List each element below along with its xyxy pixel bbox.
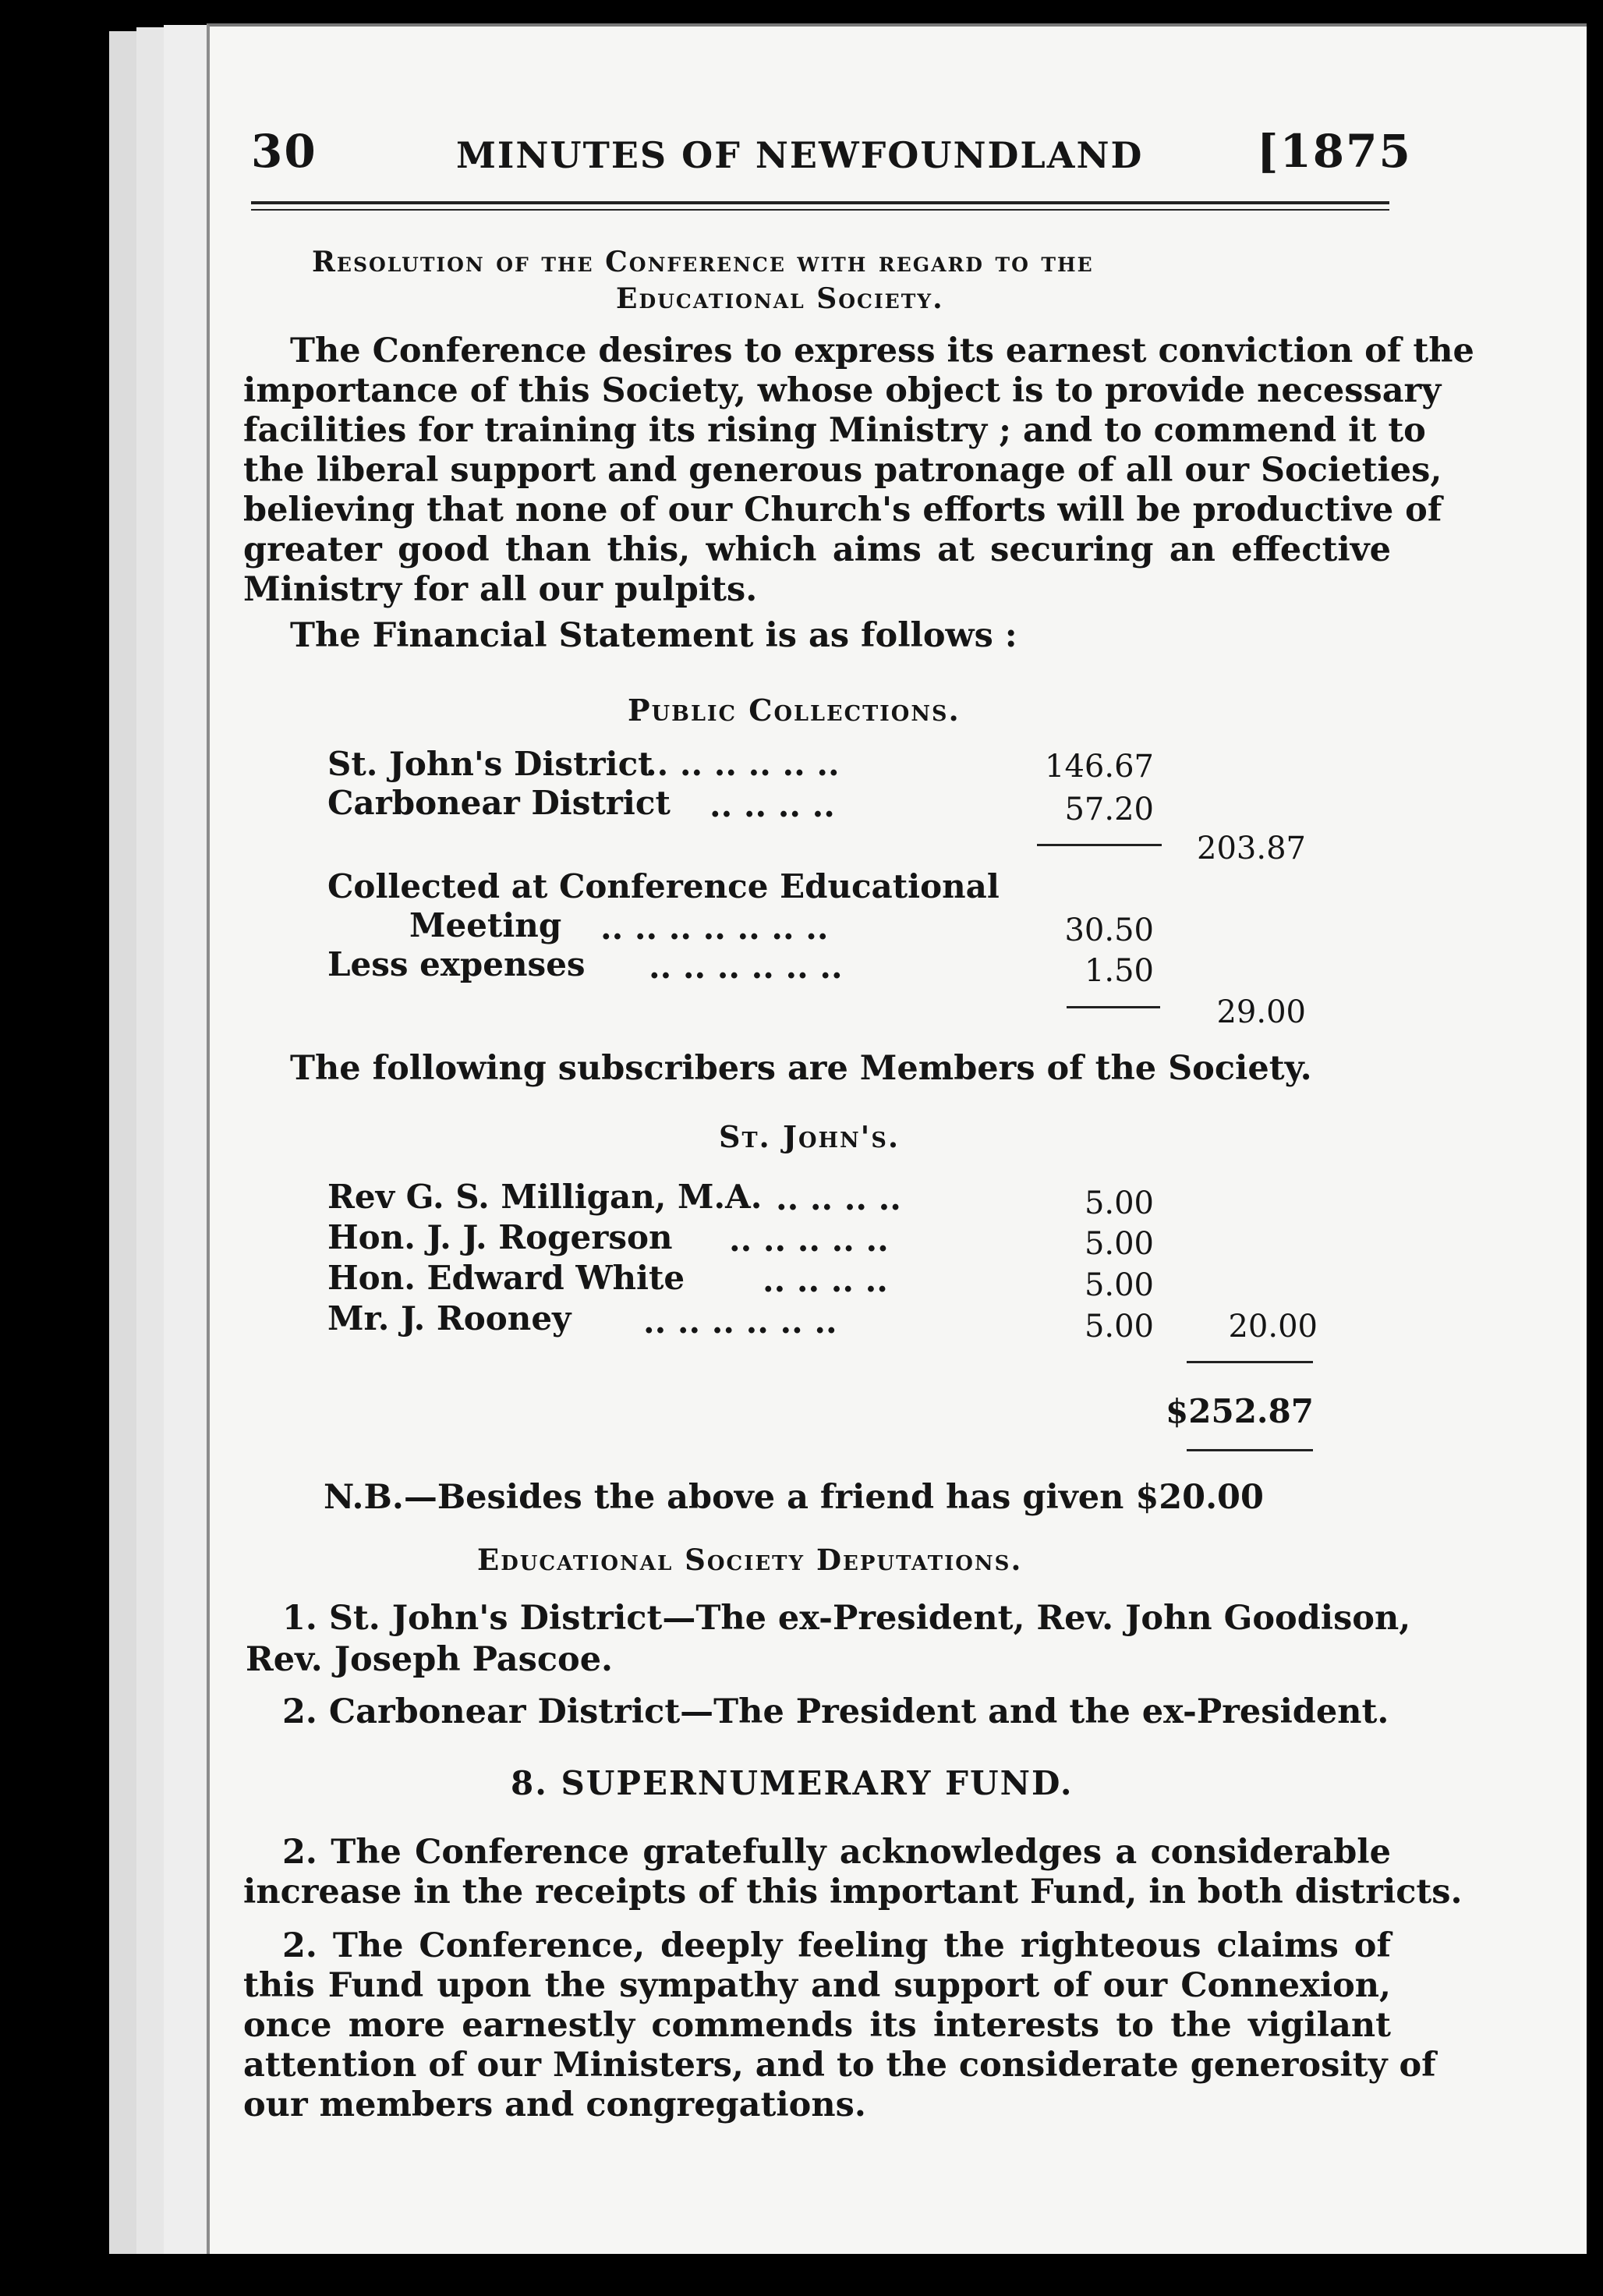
supernumerary-heading: 8. SUPERNUMERARY FUND. [511,1764,1074,1802]
deputation-item: 1. St. John's District—The ex-President, Rev. John Goodison, [282,1599,1411,1638]
paragraph-line: Ministry for all our pulpits. [243,570,758,609]
dot-leaders: .. .. .. .. [763,1261,888,1299]
dot-leaders: .. .. .. .. .. .. [649,948,843,986]
resolution-paragraph [243,331,1474,610]
paragraph-line: this Fund upon the sympathy and support of our Connexion, [243,1966,1391,2005]
subscriber-amount: 5.00 [1084,1267,1154,1303]
header-rule [251,209,1389,211]
dot-leaders: .. .. .. .. [776,1179,901,1217]
paragraph-line: increase in the receipts of this important Fund, in both districts. [243,1873,1463,1912]
resolution-title-line1: Resolution of the Conference with regard to the [312,246,1094,278]
supernumerary-paragraph-1 [243,1833,1463,1912]
paragraph-line: The Conference desires to express its earnest conviction of the [290,331,1474,370]
subscriber-name: Rev G. S. Milligan, M.A. [327,1178,763,1216]
page-number: 30 [251,125,317,178]
collection-amount: 146.67 [1045,749,1154,785]
paragraph-line: greater good than this, which aims at securing an effective [243,530,1391,569]
subscriber-name: Mr. J. Rooney [327,1299,571,1338]
resolution-title-line2: Educational Society. [616,282,944,315]
total-rule [1187,1361,1313,1363]
subscriber-subtotal: 20.00 [1228,1309,1318,1345]
expenses-amount: 1.50 [1084,953,1154,989]
subtotal-amount: 203.87 [1197,831,1306,866]
subtotal-rule [1067,1006,1160,1008]
grand-total: $252.87 [1166,1392,1314,1430]
public-collections-heading: Public Collections. [628,693,961,728]
subscriber-amount: 5.00 [1084,1226,1154,1262]
running-title: MINUTES OF NEWFOUNDLAND [456,134,1144,176]
supernumerary-paragraph-2 [243,1926,1436,2125]
subscriber-amount: 5.00 [1084,1185,1154,1221]
collection-amount: 57.20 [1064,792,1154,827]
conference-label: Collected at Conference Educational [327,867,1000,905]
year-label: [1875 [1257,125,1412,178]
collection-label: Carbonear District [327,784,671,822]
paragraph-line: 2. The Conference gratefully acknowledges a considerable [282,1833,1391,1872]
dot-leaders: .. .. .. .. .. .. [643,1302,837,1341]
conference-amount: 30.50 [1064,912,1154,948]
collection-label: St. John's District [327,745,653,783]
deputations-heading: Educational Society Deputations. [477,1543,1023,1577]
subtotal-rule [1037,844,1162,846]
header-rule [251,201,1389,204]
expenses-label: Less expenses [327,945,586,983]
paragraph-line: our members and congregations. [243,2085,866,2124]
dot-leaders: .. .. .. .. .. .. [646,745,840,783]
conference-label: Meeting [409,906,562,944]
paragraph-line: 2. The Conference, deeply feeling the righteous claims of [282,1926,1391,1965]
subscriber-name: Hon. Edward White [327,1259,685,1297]
paragraph-line: the liberal support and generous patronage of all our Societies, [243,451,1442,490]
subscribers-intro: The following subscribers are Members of the Society. [290,1049,1312,1088]
paragraph-line: believing that none of our Church's efforts will be productive of [243,491,1442,530]
subscriber-name: Hon. J. J. Rogerson [327,1218,673,1256]
dot-leaders: .. .. .. .. .. [729,1221,889,1259]
paragraph-line: once more earnestly commends its interests to the vigilant [243,2006,1391,2045]
paragraph-line: facilities for training its rising Ministry ; and to commend it to [243,411,1426,450]
subscribers-heading: St. John's. [719,1119,901,1154]
note-text: N.B.—Besides the above a friend has given $20.00 [324,1478,1264,1517]
total-rule [1187,1449,1313,1451]
subscriber-amount: 5.00 [1084,1309,1154,1345]
paragraph-line: attention of our Ministers, and to the considerate generosity of [243,2046,1436,2085]
deputation-item: 2. Carbonear District—The President and the ex-President. [282,1692,1389,1731]
financial-intro: The Financial Statement is as follows : [290,616,1017,655]
paragraph-line: importance of this Society, whose object is to provide necessary [243,371,1442,410]
dot-leaders: .. .. .. .. [709,786,835,824]
dot-leaders: .. .. .. .. .. .. .. [600,909,829,947]
subtotal-amount: 29.00 [1216,994,1306,1030]
deputation-item: Rev. Joseph Pascoe. [246,1640,614,1679]
